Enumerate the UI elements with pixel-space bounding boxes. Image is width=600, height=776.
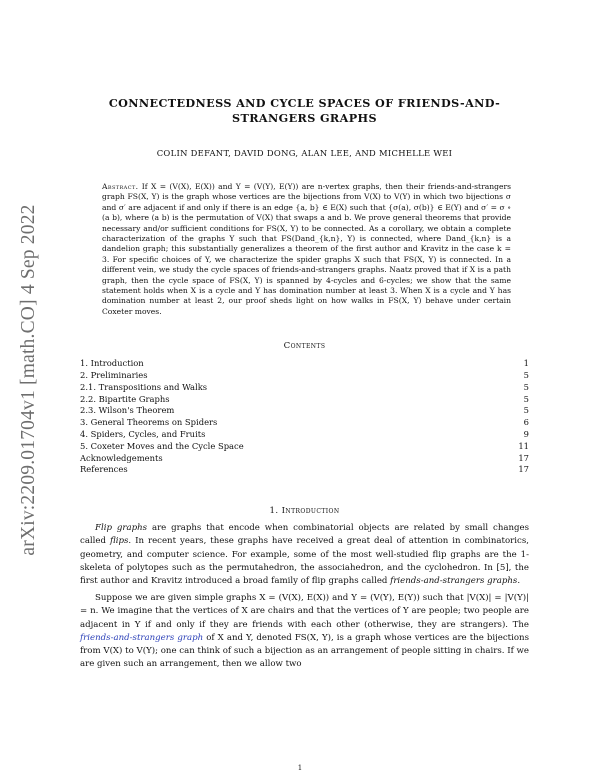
toc-entry-page: 6 (523, 417, 529, 428)
toc-entry[interactable] (80, 453, 529, 465)
toc-entry[interactable] (80, 394, 529, 406)
toc-entry-label: References (80, 464, 128, 475)
page-number: 1 (297, 764, 303, 772)
toc-entry[interactable] (80, 405, 529, 417)
term-friends-and-strangers-graphs: friends-and-strangers graphs (390, 576, 518, 587)
intro-paragraph-2 (80, 592, 529, 671)
toc-entry-label: 2.1. Transpositions and Walks (80, 381, 208, 392)
toc-entry-page: 5 (523, 381, 529, 392)
toc-entry-page: 5 (523, 393, 529, 404)
toc-entry-label: 2.2. Bipartite Graphs (80, 393, 170, 404)
para2-text-b: of X and Y, denoted FS(X, Y), is a graph whose vertices are the bijections from V(X) to V(Y); one can think of such a bijection as an arrangement of people sitting in chairs. If we are given such an arrangement, then we allow two (80, 632, 529, 670)
section-heading (80, 506, 529, 516)
toc-entry-label: 4. Spiders, Cycles, and Fruits (80, 429, 206, 440)
arxiv-stamp-text: arXiv:2209.01704v1 [math.CO] 4 Sep 2022 (18, 204, 39, 556)
contents-heading: Contents (283, 341, 326, 352)
section-number: 1. (269, 506, 279, 517)
term-flip-graphs: Flip graphs (95, 523, 148, 534)
toc-entry-page: 5 (523, 405, 529, 416)
abstract (102, 182, 511, 317)
para1-text-b: . In recent years, these graphs have received a great deal of attention in combinatorics, geometry, and computer science. For example, some of the most well-studied flip graphs are the 1-skeleta of polytopes such as the permutahedron, the associahedron, and the cyclohedron. In [5], the first author and Kravitz introduced a broad family of flip graphs called (80, 536, 529, 587)
para1-text-a: are graphs that encode when combinatorial objects are related by small changes called (80, 523, 530, 547)
toc-entry-label: 2. Preliminaries (80, 370, 148, 381)
toc-entry-label: 3. General Theorems on Spiders (80, 417, 218, 428)
toc-entry[interactable] (80, 429, 529, 441)
paper-title: CONNECTEDNESS AND CYCLE SPACES OF FRIENDS-AND-STRANGERS GRAPHS (108, 96, 501, 125)
toc-entry[interactable] (80, 370, 529, 382)
definition-link[interactable]: friends-and-strangers graph (80, 632, 204, 643)
intro-paragraph-1 (80, 522, 529, 588)
toc-entry-label: 1. Introduction (80, 358, 144, 369)
toc-entry[interactable] (80, 358, 529, 370)
toc-entry-label: Acknowledgements (80, 452, 163, 463)
toc-entry[interactable] (80, 441, 529, 453)
toc-entry-page: 17 (518, 452, 529, 463)
toc-entry-page: 11 (518, 440, 529, 451)
section-title: Introduction (281, 506, 340, 517)
arxiv-identifier-stamp (14, 200, 44, 560)
abstract-label: Abstract. (102, 182, 139, 191)
toc-entry[interactable] (80, 417, 529, 429)
toc-entry[interactable] (80, 382, 529, 394)
toc-entry-page: 9 (523, 429, 529, 440)
para2-text-a: Suppose we are given simple graphs X = (V(X), E(X)) and Y = (V(Y), E(Y)) such that |V(X)| = |V(Y)| = n. We imagine that the vertices of X are chairs and that the vertices of Y are people; two people are adjacent in Y if and only if they are friends with each other (otherwise, they are strangers). The (80, 593, 529, 630)
term-flips: flips (109, 536, 129, 547)
toc-entry-label: 2.3. Wilson's Theorem (80, 405, 175, 416)
toc-entry[interactable] (80, 464, 529, 476)
toc-entry-label: 5. Coxeter Moves and the Cycle Space (80, 440, 244, 451)
paper-authors: COLIN DEFANT, DAVID DONG, ALAN LEE, AND MICHELLE WEI (156, 148, 453, 158)
toc-entry-page: 5 (523, 370, 529, 381)
abstract-text: If X = (V(X), E(X)) and Y = (V(Y), E(Y)) are n-vertex graphs, then their friends-and-strangers graph FS(X, Y) is the graph whose vertices are the bijections from V(X) to V(Y) in which two bijections σ and σ′ are adjacent if and only if there is an edge {a, b} ∈ E(X) such that {σ(a), σ(b)} ∈ E(Y) and σ′ = σ ∘ (a b), where (a b) is the permutation of V(X) that swaps a and b. We prove general theorems that provide necessary and/or sufficient conditions for FS(X, Y) to be connected. As a corollary, we obtain a complete characterization of the graphs Y such that FS(Dand_{k,n}, Y) is connected, where Dand_{k,n} is a dandelion graph; this substantially generalizes a theorem of the first author and Kravitz in the case k = 3. For specific choices of Y, we characterize the spider graphs X such that FS(X, Y) is connected. In a different vein, we study the cycle spaces of friends-and-strangers graphs. Naatz proved that if X is a path graph, then the cycle space of FS(X, Y) is spanned by 4-cycles and 6-cycles; we show that the same statement holds when X is a cycle and Y has domination number at least 3. When X is a cycle and Y has domination number at least 2, our proof sheds light on how walks in FS(X, Y) behave under certain Coxeter moves. (102, 182, 511, 316)
paper-page (80, 96, 529, 671)
toc-entry-page: 1 (523, 358, 529, 369)
para1-text-c: . (517, 576, 521, 587)
table-of-contents (80, 358, 529, 476)
toc-entry-page: 17 (518, 464, 529, 475)
